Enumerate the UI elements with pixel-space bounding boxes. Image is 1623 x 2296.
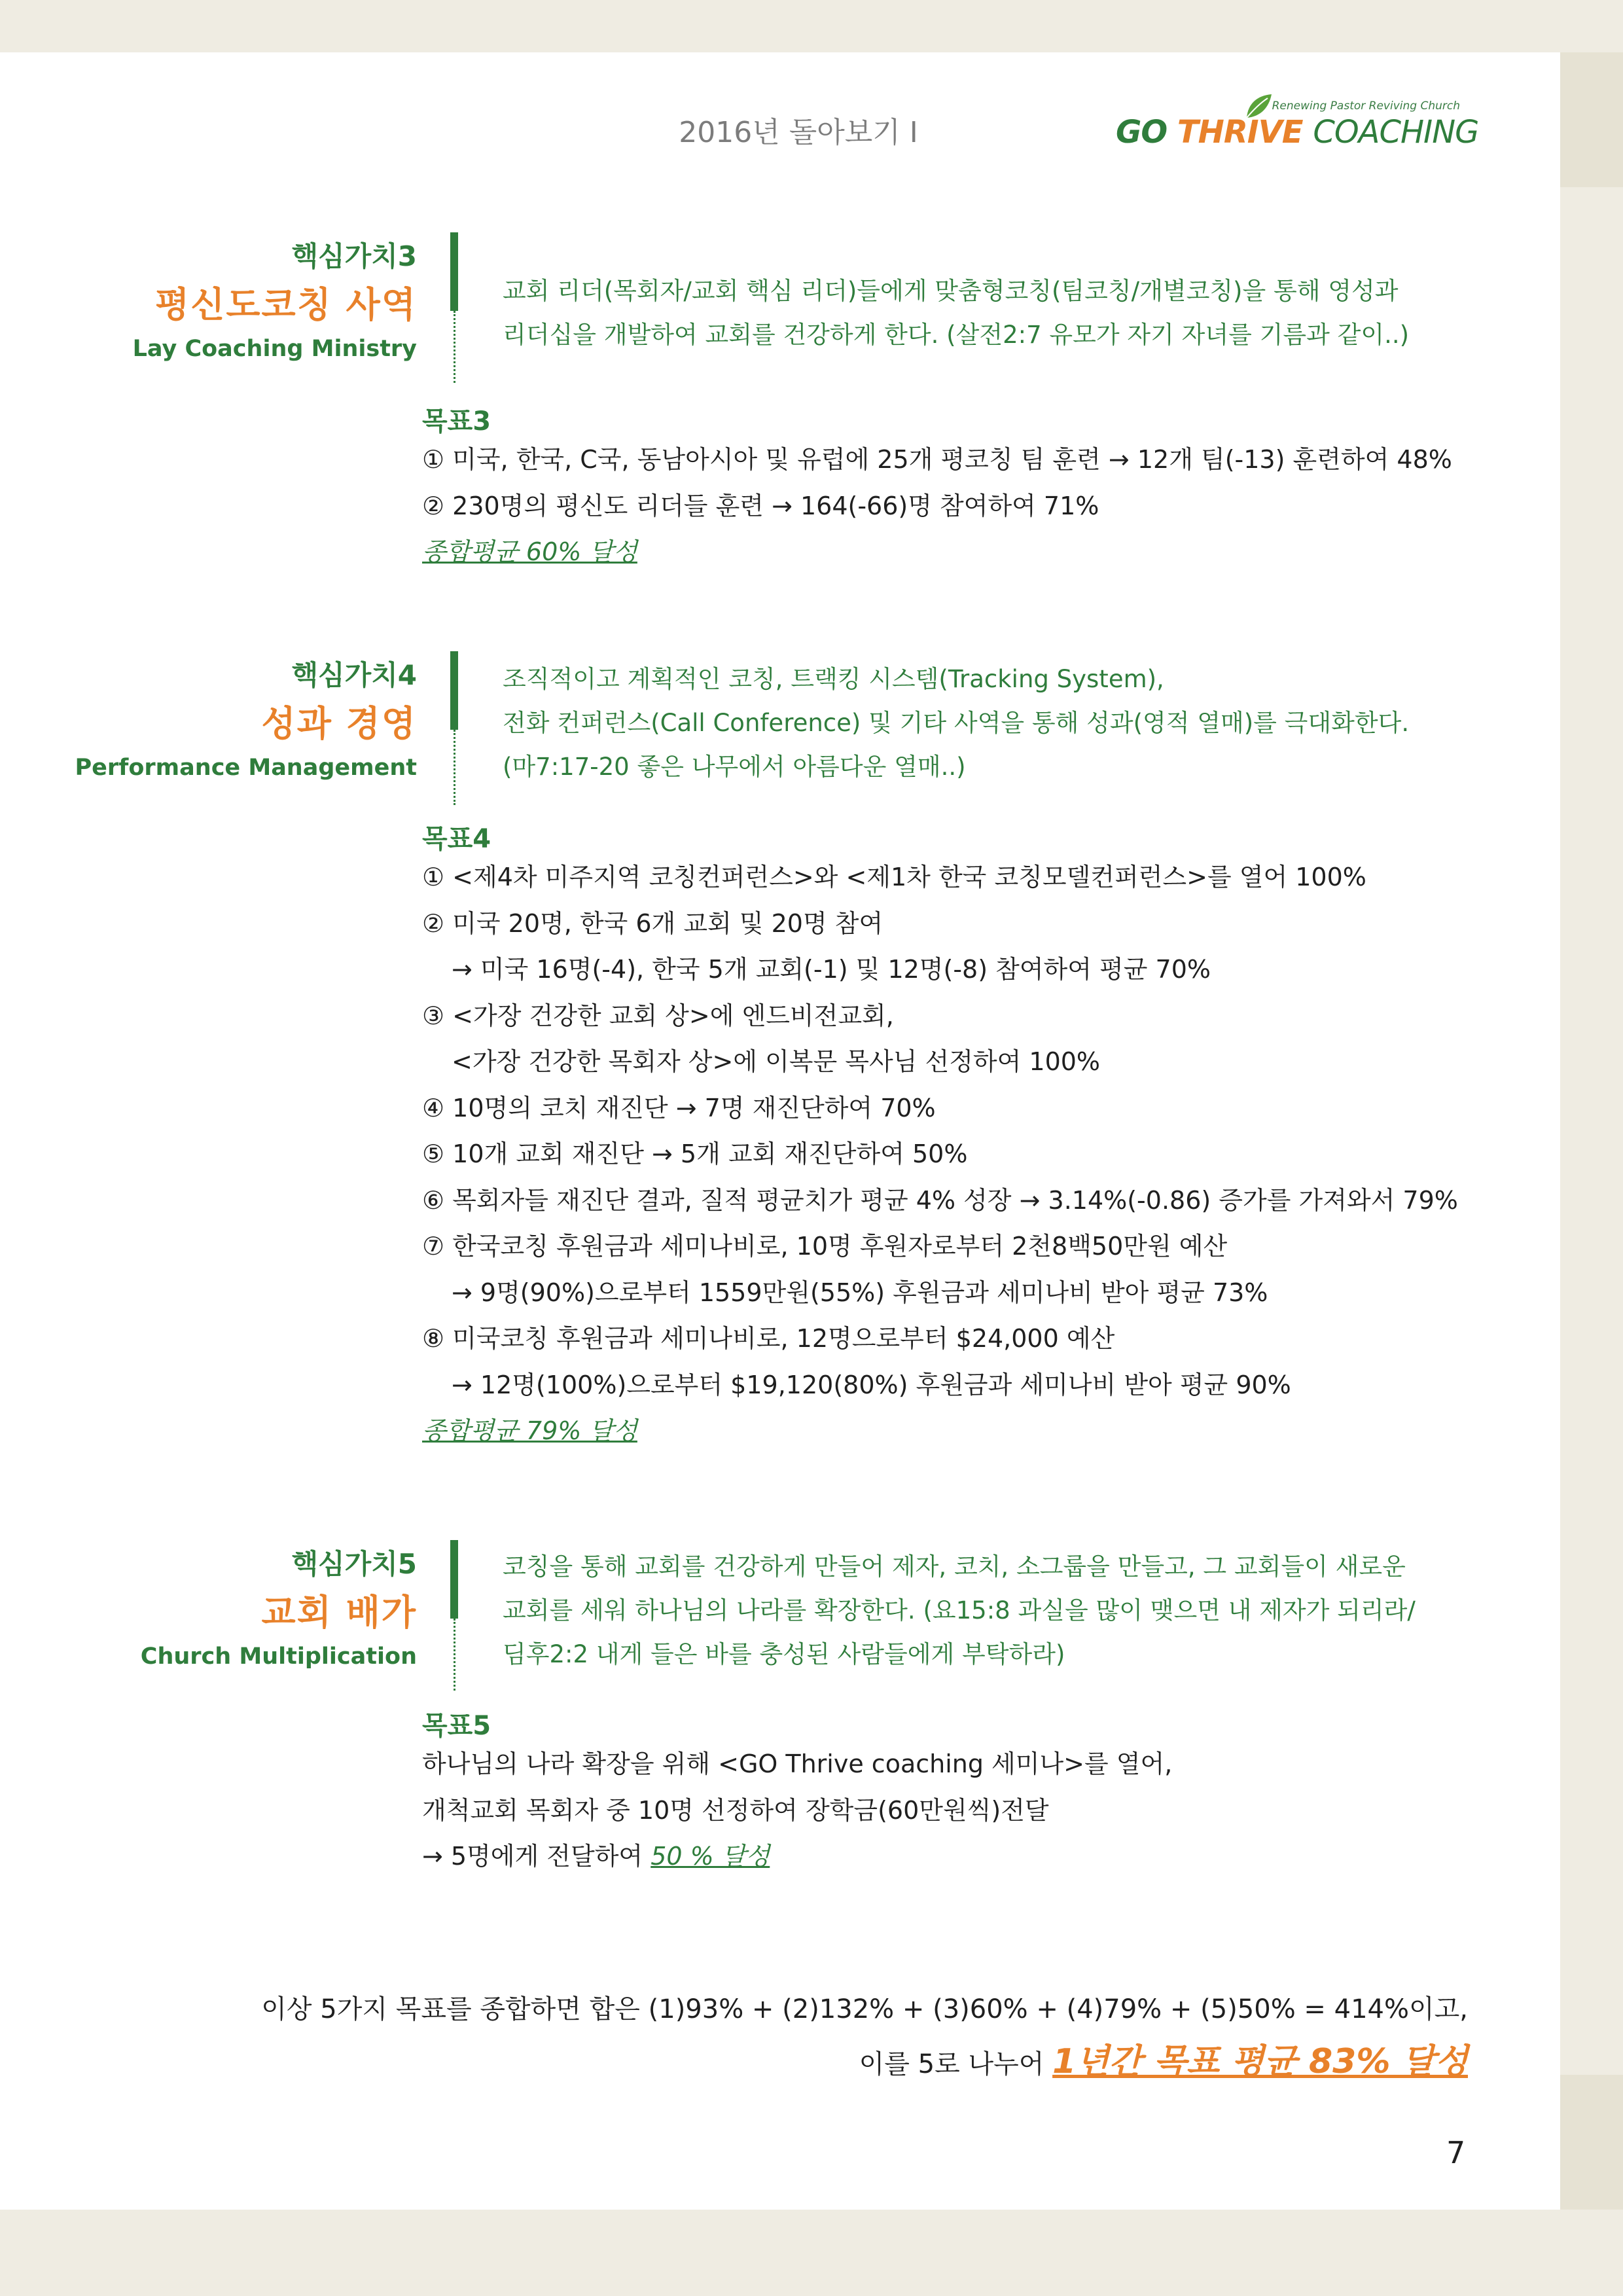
description-line: 코칭을 통해 교회를 건강하게 만들어 제자, 코치, 소그룹을 만들고, 그 교회들이 새로운 bbox=[503, 1552, 1406, 1581]
goal-list bbox=[422, 854, 1458, 1454]
core-value-label: 핵심가치3 bbox=[291, 240, 417, 272]
description-line: 리더십을 개발하여 교회를 건강하게 한다. (살전2:7 유모가 자기 자녀를 기름과 같이..) bbox=[503, 321, 1410, 349]
core-value-4-heading bbox=[75, 655, 418, 784]
go-thrive-logo bbox=[1116, 92, 1479, 157]
summary-line bbox=[261, 2036, 1468, 2090]
core-value-description bbox=[503, 1545, 1416, 1676]
goal-average: 종합평균 60% 달성 bbox=[422, 537, 637, 566]
description-line: 딤후2:2 내게 들은 바를 충성된 사람들에게 부탁하라) bbox=[503, 1640, 1065, 1668]
goal-item: <가장 건강한 목회자 상>에 이복문 목사님 선정하여 100% bbox=[452, 1047, 1101, 1076]
goal-title: 목표3 bbox=[422, 406, 491, 437]
goal-item: ⑤ 10개 교회 재진단 → 5개 교회 재진단하여 50% bbox=[422, 1139, 968, 1168]
core-value-description bbox=[503, 657, 1409, 789]
header-title: 2016년 돌아보기 I bbox=[679, 116, 918, 149]
core-value-title: 교회 배가 bbox=[261, 1592, 417, 1633]
goal-list bbox=[422, 437, 1452, 575]
logo-brand bbox=[1116, 114, 1478, 151]
goal-item: ⑥ 목회자들 재진단 결과, 질적 평균치가 평균 4% 성장 → 3.14%(-0.86) 증가를 가져와서 79% bbox=[422, 1185, 1458, 1215]
goal-average: 종합평균 79% 달성 bbox=[422, 1416, 637, 1445]
goal-title: 목표4 bbox=[422, 824, 491, 854]
page-number: 7 bbox=[1446, 2135, 1466, 2170]
section-dotted-line bbox=[454, 311, 455, 383]
logo-coaching: COACHING bbox=[1313, 114, 1479, 151]
logo-thrive: THRIVE bbox=[1177, 114, 1303, 151]
core-value-5-heading bbox=[141, 1543, 417, 1673]
goal-result-text: → 5명에게 전달하여 bbox=[422, 1842, 651, 1871]
core-value-description bbox=[503, 269, 1409, 357]
goal-item: → 12명(100%)으로부터 $19,120(80%) 후원금과 세미나비 받아 평균 90% bbox=[452, 1370, 1291, 1399]
core-value-english: Lay Coaching Ministry bbox=[132, 336, 417, 362]
goal-item: ⑧ 미국코칭 후원금과 세미나비로, 12명으로부터 $24,000 예산 bbox=[422, 1324, 1115, 1353]
side-tab-top bbox=[1560, 52, 1623, 187]
summary-prefix: 이를 5로 나누어 bbox=[859, 2049, 1053, 2079]
core-value-label: 핵심가치4 bbox=[291, 659, 417, 691]
description-line: (마7:17-20 좋은 나무에서 아름다운 열매..) bbox=[503, 753, 966, 781]
goal-item: ① <제4차 미주지역 코칭컨퍼런스>와 <제1차 한국 코칭모델컨퍼런스>를 열어 100% bbox=[422, 863, 1366, 891]
goal-item: 개척교회 목회자 중 10명 선정하여 장학금(60만원씩)전달 bbox=[422, 1795, 1049, 1825]
goal-item: ⑦ 한국코칭 후원금과 세미나비로, 10명 후원자로부터 2천8백50만원 예산 bbox=[422, 1232, 1228, 1261]
goal-item: ② 미국 20명, 한국 6개 교회 및 20명 참여 bbox=[422, 908, 883, 938]
core-value-title: 성과 경영 bbox=[261, 703, 417, 744]
goal-item: ① 미국, 한국, C국, 동남아시아 및 유럽에 25개 평코칭 팀 훈련 → 12개 팀(-13) 훈련하여 48% bbox=[422, 445, 1452, 474]
goal-item-result bbox=[422, 1833, 1172, 1880]
goal-title: 목표5 bbox=[422, 1711, 491, 1741]
summary-result: 1년간 목표 평균 83% 달성 bbox=[1052, 2042, 1468, 2081]
summary-line: 이상 5가지 목표를 종합하면 합은 (1)93% + (2)132% + (3)60% + (4)79% + (5)50% = 414%이고, bbox=[261, 1994, 1468, 2024]
side-tab-bottom bbox=[1560, 2075, 1623, 2210]
section-dotted-line bbox=[454, 1619, 455, 1691]
goal-item: ③ <가장 건강한 교회 상>에 엔드비전교회, bbox=[422, 1001, 894, 1030]
logo-go: GO bbox=[1116, 114, 1168, 151]
core-value-label: 핵심가치5 bbox=[291, 1548, 417, 1580]
core-value-english: Performance Management bbox=[75, 755, 417, 781]
section-dotted-line bbox=[454, 730, 455, 805]
core-value-3-heading bbox=[133, 236, 417, 365]
goal-item: → 미국 16명(-4), 한국 5개 교회(-1) 및 12명(-8) 참여하여 평균 70% bbox=[452, 955, 1211, 984]
goal-item: ② 230명의 평신도 리더들 훈련 → 164(-66)명 참여하여 71% bbox=[422, 491, 1099, 520]
section-bar bbox=[450, 232, 458, 311]
goal-list bbox=[422, 1741, 1172, 1880]
logo-tagline: Renewing Pastor Reviving Church bbox=[1272, 99, 1460, 113]
goal-average: 50 % 달성 bbox=[651, 1842, 770, 1871]
goal-item: → 9명(90%)으로부터 1559만원(55%) 후원금과 세미나비 받아 평균 73% bbox=[452, 1278, 1268, 1307]
section-bar bbox=[450, 651, 458, 730]
section-bar bbox=[450, 1540, 458, 1619]
goal-item: 하나님의 나라 확장을 위해 <GO Thrive coaching 세미나>를 열어, bbox=[422, 1749, 1173, 1778]
description-line: 조직적이고 계획적인 코칭, 트랙킹 시스템(Tracking System), bbox=[503, 665, 1164, 693]
description-line: 전화 컨퍼런스(Call Conference) 및 기타 사역을 통해 성과(영적 열매)를 극대화한다. bbox=[503, 709, 1410, 737]
description-line: 교회 리더(목회자/교회 핵심 리더)들에게 맞춤형코칭(팀코칭/개별코칭)을 통해 영성과 bbox=[503, 277, 1399, 305]
goal-item: ④ 10명의 코치 재진단 → 7명 재진단하여 70% bbox=[422, 1093, 936, 1122]
core-value-title: 평신도코칭 사역 bbox=[155, 284, 417, 325]
description-line: 교회를 세워 하나님의 나라를 확장한다. (요15:8 과실을 많이 맺으면 내 제자가 되리라/ bbox=[503, 1596, 1416, 1624]
summary bbox=[261, 1983, 1468, 2090]
core-value-english: Church Multiplication bbox=[140, 1643, 417, 1670]
